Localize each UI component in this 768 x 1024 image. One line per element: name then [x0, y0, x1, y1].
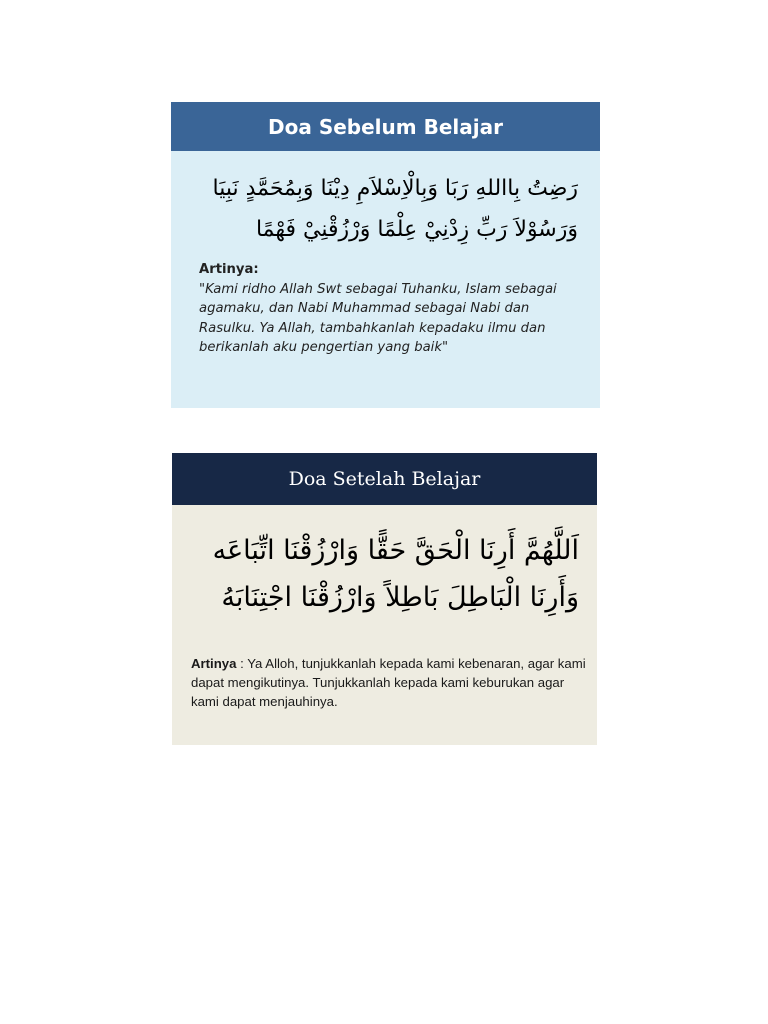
- artinya-text: : Ya Alloh, tunjukkanlah kepada kami kebenaran, agar kami dapat mengikutinya. Tunjukkanlah kepada kami keburukan agar kami dapat menjauhinya.: [191, 656, 586, 709]
- artinya-text: "Kami ridho Allah Swt sebagai Tuhanku, Islam sebagai agamaku, dan Nabi Muhammad sebagai Nabi dan Rasulku. Ya Allah, tambahkanlah kepadaku ilmu dan berikanlah aku pengertian yang baik": [199, 281, 557, 355]
- doa-setelah-title: Doa Setelah Belajar: [172, 453, 597, 505]
- doa-sebelum-belajar-card: [171, 102, 600, 408]
- arabic-line: وَرَسُوْلاَ رَبِّ زِدْنِيْ عِلْمًا وَرْزُقْنِيْ فَهْمًا: [255, 217, 578, 242]
- doa-sebelum-translation: [199, 260, 589, 358]
- arabic-line: اَللَّهُمَّ أَرِنَا الْحَقَّ حَقًّا وَارْزُقْنَا اتِّبَاعَه: [212, 535, 579, 566]
- artinya-label: Artinya:: [199, 262, 259, 277]
- doa-setelah-translation: [191, 654, 591, 711]
- arabic-line: وَأَرِنَا الْبَاطِلَ بَاطِلاً وَارْزُقْنَا اجْتِنَابَهُ: [221, 582, 579, 613]
- doa-setelah-belajar-card: [172, 453, 597, 745]
- doa-setelah-arabic: [213, 527, 579, 621]
- artinya-label: Artinya: [191, 656, 237, 671]
- arabic-line: رَضِتُ بِااللهِ رَبَا وَبِالْاِسْلاَمِ دِيْنَا وَبِمُحَمَّدٍ نَبِيَا: [212, 176, 578, 201]
- doa-sebelum-title: Doa Sebelum Belajar: [171, 102, 600, 151]
- doa-sebelum-arabic: [212, 168, 578, 250]
